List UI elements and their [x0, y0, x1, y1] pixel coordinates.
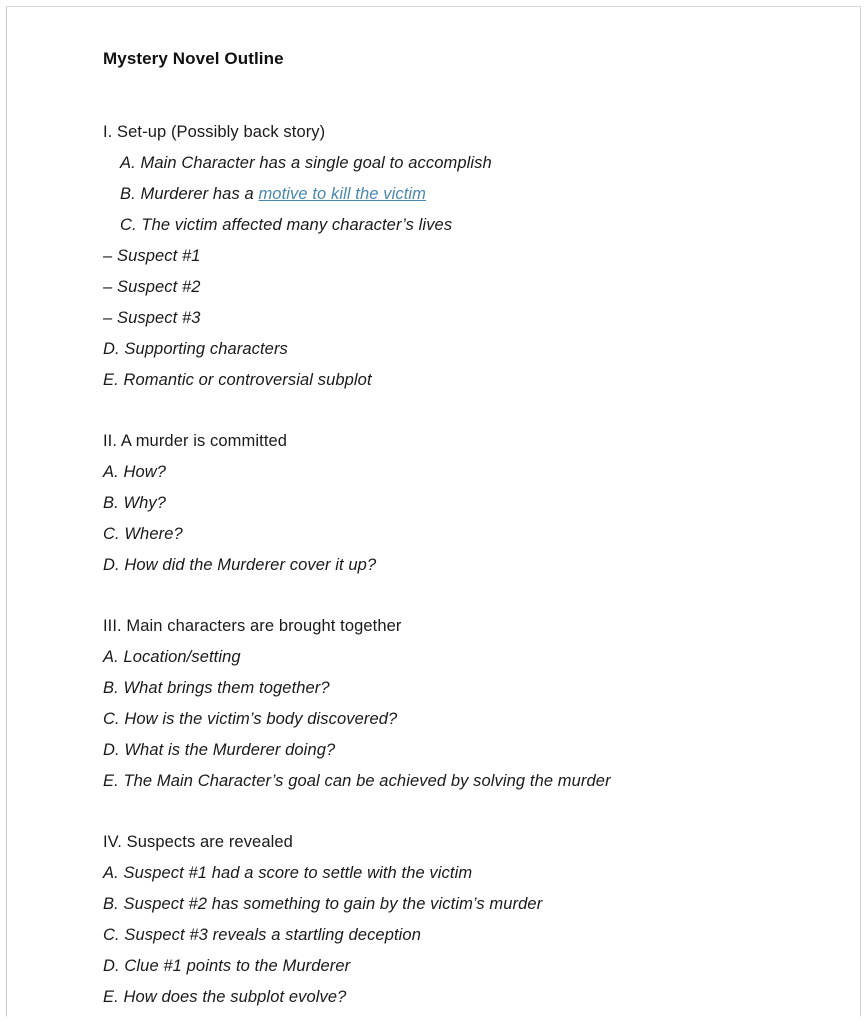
outline-section-3	[103, 611, 803, 797]
outline-item: E. Romantic or controversial subplot	[103, 371, 372, 389]
outline-item: C. The victim affected many character’s lives	[120, 216, 453, 234]
outline-item: A. Location/setting	[103, 648, 241, 666]
page-title: Mystery Novel Outline	[103, 49, 284, 68]
title-spacer	[103, 74, 803, 117]
outline-section-2	[103, 426, 803, 581]
outline-item: A. Main Character has a single goal to accomplish	[120, 154, 492, 172]
outline-heading: III. Main characters are brought together	[103, 617, 402, 635]
outline-item: B. Why?	[103, 494, 167, 512]
outline-item: E. The Main Character’s goal can be achieved by solving the murder	[103, 772, 611, 790]
outline-item: E. How does the subplot evolve?	[103, 988, 347, 1006]
outline-item: D. Supporting characters	[103, 340, 288, 358]
motive-hyperlink[interactable]: motive to kill the victim	[258, 185, 426, 203]
section-gap	[103, 797, 803, 827]
outline-heading: IV. Suspects are revealed	[103, 833, 293, 851]
outline-item: D. What is the Murderer doing?	[103, 741, 336, 759]
document-body	[103, 43, 803, 1013]
section-gap	[103, 581, 803, 611]
outline-item: C. Where?	[103, 525, 183, 543]
outline-heading: I. Set-up (Possibly back story)	[103, 123, 326, 141]
outline-item: A. Suspect #1 had a score to settle with the victim	[103, 864, 473, 882]
outline-sub-item: – Suspect #1	[103, 247, 201, 265]
outline-heading: II. A murder is committed	[103, 432, 288, 450]
outline-item: D. Clue #1 points to the Murderer	[103, 957, 351, 975]
section-gap	[103, 396, 803, 426]
outline-item: B. Suspect #2 has something to gain by the victim’s murder	[103, 895, 543, 913]
outline-item-prefix: B. Murderer has a	[120, 185, 259, 203]
outline-sub-item: – Suspect #3	[103, 309, 201, 327]
outline-item: B. What brings them together?	[103, 679, 330, 697]
outline-item-with-link	[120, 179, 803, 210]
document-page	[6, 6, 861, 1017]
outline-item: C. How is the victim’s body discovered?	[103, 710, 398, 728]
outline-sub-item: – Suspect #2	[103, 278, 201, 296]
outline-item: D. How did the Murderer cover it up?	[103, 556, 377, 574]
outline-section-1	[103, 117, 803, 396]
outline-item: C. Suspect #3 reveals a startling deception	[103, 926, 421, 944]
outline-section-4	[103, 827, 803, 1013]
outline-item: A. How?	[103, 463, 167, 481]
